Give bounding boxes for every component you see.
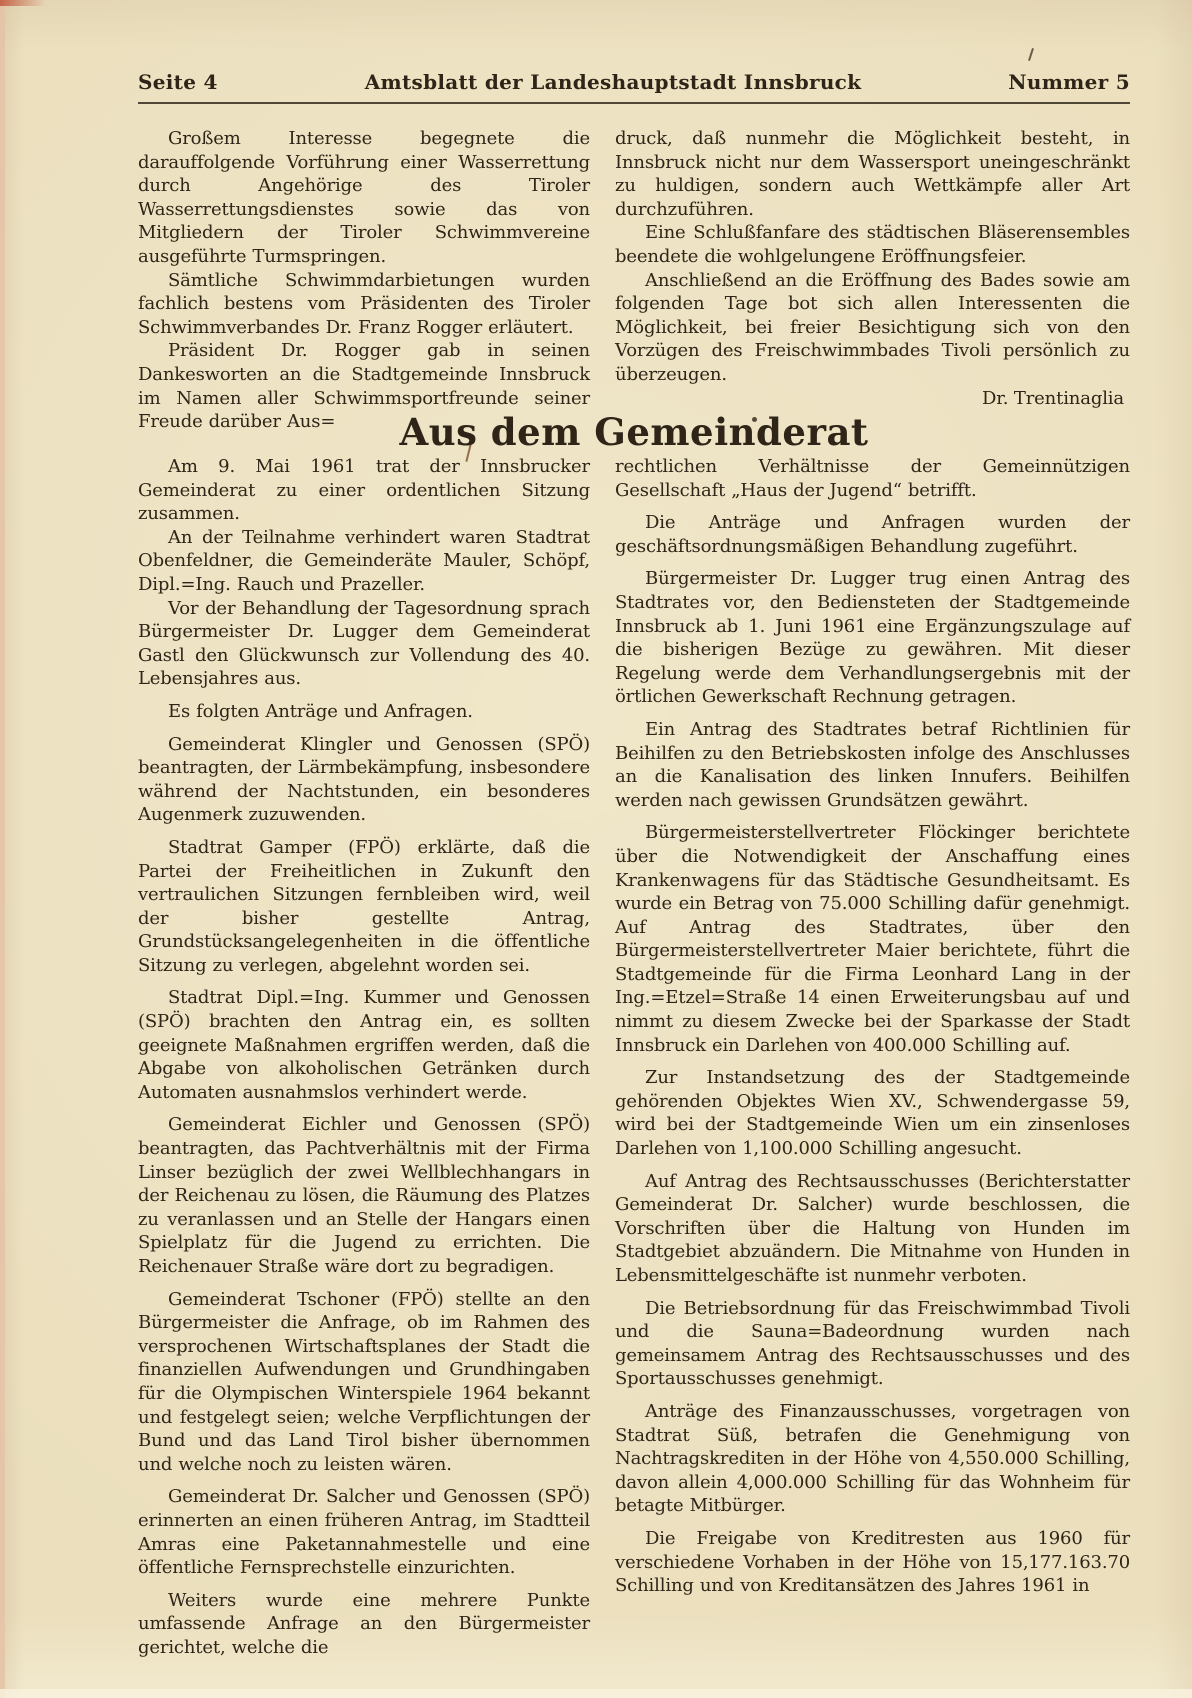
paragraph: Auf Antrag des Rechtsausschusses (Berichterstatter Gemeinderat Dr. Salcher) wurde beschlossen, die Vorschriften über die Haltung von Hunden im Stadtgebiet abzuändern. Die Mitnahme von Hunden in Lebensmittelgeschäfte ist nunmehr verboten.	[615, 1170, 1130, 1286]
paragraph: Anschließend an die Eröffnung des Bades sowie am folgenden Tage bot sich allen Interessenten die Möglichkeit, bei freier Besichtigung sich von den Vorzügen des Freischwimmbades Tivoli persönlich zu überzeugen.	[615, 269, 1130, 385]
paragraph: Die Betriebsordnung für das Freischwimmbad Tivoli und die Sauna=Badeordnung wurden nach gemeinsamem Antrag des Rechtsausschusses und des Sportausschusses genehmigt.	[615, 1297, 1130, 1390]
issue-number-label: Nummer 5	[1008, 70, 1130, 94]
section-heading: Aus dem Gemeinderat	[399, 409, 869, 454]
paragraph: Vor der Behandlung der Tagesordnung sprach Bürgermeister Dr. Lugger dem Gemeinderat Gastl den Glückwunsch zur Vollendung des 40. Lebensjahres aus.	[138, 597, 590, 690]
scan-corner-mark	[0, 0, 46, 6]
page-edge-strip	[0, 0, 5, 1698]
opening-article-right-paragraphs	[615, 127, 1130, 387]
paragraph: Die Freigabe von Kreditresten aus 1960 für verschiedene Vorhaben in der Höhe von 15,177.163.70 Schilling und von Kreditansätzen des Jahres 1961 in	[615, 1527, 1130, 1597]
journal-title: Amtsblatt der Landeshauptstadt Innsbruck	[364, 70, 862, 94]
council-report-left-column	[138, 455, 590, 1660]
page-bottom-edge	[0, 1689, 1192, 1698]
page-header	[138, 70, 1130, 94]
paragraph: Es folgten Anträge und Anfragen.	[168, 700, 473, 722]
opening-article-left-column	[138, 127, 590, 434]
header-rule	[138, 102, 1130, 104]
paragraph: Gemeinderat Tschoner (FPÖ) stellte an den Bürgermeister die Anfrage, ob im Rahmen des versprochenen Wirtschaftsplanes der Stadt die finanziellen Aufwendungen und Grundhingaben für die Olympischen Winterspiele 1964 bekannt und festgelegt seien; welche Verpflichtungen der Bund und das Land Tirol bisher übernommen und welche noch zu leisten wären.	[138, 1288, 590, 1475]
paragraph: Anträge des Finanzausschusses, vorgetragen von Stadtrat Süß, betrafen die Genehmigung von Nachtragskrediten in der Höhe von 4,550.000 Schilling, davon allein 4,000.000 Schilling für das Wohnheim für betagte Mitbürger.	[615, 1400, 1130, 1517]
paragraph: An der Teilnahme verhindert waren Stadtrat Obenfeldner, die Gemeinderäte Mauler, Schöpf, Dipl.=Ing. Rauch und Prazeller.	[138, 526, 590, 595]
paragraph: Eine Schlußfanfare des städtischen Bläserensembles beendete die wohlgelungene Eröffnungsfeier.	[615, 222, 1130, 267]
author-signature: Dr. Trentinaglia	[981, 387, 1124, 409]
opening-article	[138, 127, 1130, 434]
council-report-right-column	[615, 455, 1130, 1660]
paragraph: Stadtrat Gamper (FPÖ) erklärte, daß die Partei der Freiheitlichen in Zukunft den vertraulichen Sitzungen fernbleiben wird, weil der bisher gestellte Antrag, Grundstücksangelegenheiten in die öffentliche Sitzung zu verlegen, abgelehnt worden sei.	[138, 836, 590, 976]
paragraph: Ein Antrag des Stadtrates betraf Richtlinien für Beihilfen zu den Betriebskosten infolge des Anschlusses an die Kanalisation des linken Innufers. Beihilfen werden nach gewissen Grundsätzen gewährt.	[615, 718, 1130, 811]
paragraph: Am 9. Mai 1961 trat der Innsbrucker Gemeinderat zu einer ordentlichen Sitzung zusammen.	[138, 456, 590, 525]
paragraph: Gemeinderat Eichler und Genossen (SPÖ) beantragten, das Pachtverhältnis mit der Firma Linser bezüglich der zwei Wellblechhangars in der Reichenau zu lösen, die Räumung des Platzes zu veranlassen und an Stelle der Hangars einen Spielplatz für die Jugend zu errichten. Die Reichenauer Straße wäre dort zu begradigen.	[138, 1114, 590, 1277]
paragraph: rechtlichen Verhältnisse der Gemeinnützigen Gesellschaft „Haus der Jugend“ betrifft.	[615, 456, 1130, 501]
page-number-label: Seite 4	[138, 70, 218, 94]
paragraph: Sämtliche Schwimmdarbietungen wurden fachlich bestens vom Präsidenten des Tiroler Schwimmverbandes Dr. Franz Rogger erläutert.	[138, 269, 590, 338]
paragraph: Großem Interesse begegnete die darauffolgende Vorführung einer Wasserrettung durch Angehörige des Tiroler Wasserrettungsdienstes sowie das von Mitgliedern der Tiroler Schwimmvereine ausgeführte Turmspringen.	[138, 128, 590, 267]
paragraph: Stadtrat Dipl.=Ing. Kummer und Genossen (SPÖ) brachten den Antrag ein, es sollten geeignete Maßnahmen ergriffen werden, daß die Abgabe von alkoholischen Getränken durch Automaten ausnahmslos verhindert werde.	[138, 987, 590, 1103]
paragraph: druck, daß nunmehr die Möglichkeit besteht, in Innsbruck nicht nur dem Wassersport uneingeschränkt zu huldigen, sondern auch Wettkämpfe aller Art durchzuführen.	[615, 128, 1130, 220]
paragraph: Gemeinderat Klingler und Genossen (SPÖ) beantragten, der Lärmbekämpfung, insbesondere während der Nachtstunden, ein besonderes Augenmerk zuzuwenden.	[138, 733, 590, 826]
paragraph: Weiters wurde eine mehrere Punkte umfassende Anfrage an den Bürgermeister gerichtet, welche die	[138, 1589, 590, 1658]
paragraph: Bürgermeisterstellvertreter Flöckinger berichtete über die Notwendigkeit der Anschaffung eines Krankenwagens für das Städtische Gesundheitsamt. Es wurde ein Betrag von 75.000 Schilling dafür genehmigt. Auf Antrag des Stadtrates, über den Bürgermeisterstellvertreter Maier berichtete, führt die Stadtgemeinde für die Firma Leonhard Lang in der Ing.=Etzel=Straße 14 einen Erweiterungsbau auf und nimmt zu diesem Zwecke bei der Sparkasse der Stadt Innsbruck ein Darlehen von 400.000 Schilling auf.	[615, 822, 1130, 1056]
paragraph: Gemeinderat Dr. Salcher und Genossen (SPÖ) erinnerten an einen früheren Antrag, im Stadtteil Amras eine Paketannahmestelle und eine öffentliche Fernsprechstelle einzurichten.	[138, 1486, 590, 1579]
paragraph: Präsident Dr. Rogger gab in seinen Dankesworten an die Stadtgemeinde Innsbruck im Namen aller Schwimmsportfreunde seiner Freude darüber Aus=	[138, 340, 590, 433]
scan-tick-mark	[1028, 48, 1034, 61]
paragraph: Bürgermeister Dr. Lugger trug einen Antrag des Stadtrates vor, den Bediensteten der Stadtgemeinde Innsbruck ab 1. Juni 1961 eine Ergänzungszulage auf die bisherigen Bezüge zu gewähren. Mit dieser Regelung werde dem Verhandlungsergebnis mit der örtlichen Gewerkschaft Rechnung getragen.	[615, 568, 1130, 708]
paragraph: Zur Instandsetzung des der Stadtgemeinde gehörenden Objektes Wien XV., Schwendergasse 59, wird bei der Stadtgemeinde Wien um ein zinsenloses Darlehen von 1,100.000 Schilling angesucht.	[615, 1067, 1130, 1160]
council-report-article	[138, 455, 1130, 1660]
paragraph: Die Anträge und Anfragen wurden der geschäftsordnungsmäßigen Behandlung zugeführt.	[615, 512, 1130, 557]
opening-article-right-column	[615, 127, 1130, 434]
